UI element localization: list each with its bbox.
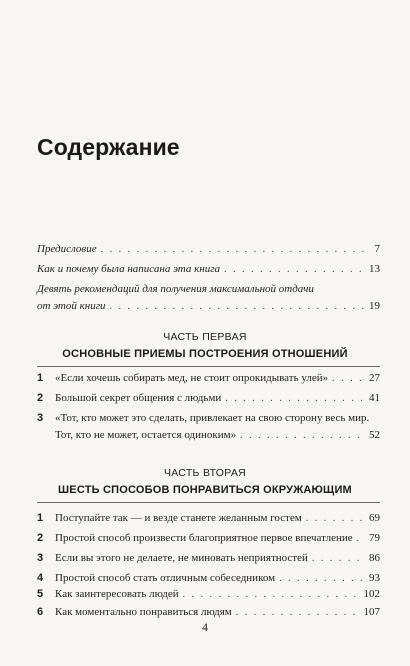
toc-entry-page: 7 [374, 243, 380, 255]
toc-entry-number: 2 [37, 392, 44, 404]
toc-entry-title-line1: Девять рекомендаций для получения максимальной отдачи [37, 283, 314, 295]
toc-entry-number: 5 [37, 588, 44, 600]
toc-entry-title: Если вы этого не делаете, не миновать неприятностей [55, 552, 308, 564]
toc-entry-page: 93 [369, 572, 380, 584]
toc-entry-part2-4[interactable] [37, 570, 380, 587]
toc-entry-number: 3 [37, 412, 44, 424]
toc-entry-part2-1[interactable] [37, 510, 380, 527]
page-number: 4 [202, 620, 208, 634]
leader-dots [240, 427, 364, 444]
toc-entry-title: Простой способ произвести благоприятное первое впечатление [55, 532, 353, 544]
leader-dots [312, 550, 364, 567]
toc-entry-number: 1 [37, 512, 44, 524]
toc-entry-part1-1[interactable] [37, 370, 380, 387]
toc-entry-page: 41 [369, 392, 380, 404]
toc-entry-how-written[interactable] [37, 261, 380, 278]
part1-label: ЧАСТЬ ПЕРВАЯ [163, 331, 247, 343]
toc-entry-part1-2[interactable] [37, 390, 380, 407]
leader-dots [101, 241, 364, 258]
page-title: Содержание [37, 134, 180, 160]
part1-title: ОСНОВНЫЕ ПРИЕМЫ ПОСТРОЕНИЯ ОТНОШЕНИЙ [62, 348, 348, 360]
toc-entry-part2-6[interactable] [37, 604, 380, 621]
toc-entry-title: Простой способ стать отличным собеседником [55, 572, 276, 584]
toc-entry-part1-3[interactable] [37, 410, 380, 444]
toc-entry-number: 3 [37, 552, 44, 564]
section-divider [37, 502, 380, 503]
toc-entry-page: 107 [363, 606, 380, 618]
toc-entry-page: 13 [369, 263, 380, 275]
leader-dots [225, 390, 364, 407]
leader-dots [110, 298, 365, 315]
leader-dots [332, 370, 364, 387]
toc-entry-title-line2: Тот, кто не может, остается одиноким» [55, 429, 237, 441]
toc-entry-title: Большой секрет общения с людьми [55, 392, 222, 404]
toc-entry-title-line2: от этой книги [37, 300, 106, 312]
toc-entry-number: 4 [37, 572, 44, 584]
toc-entry-page: 19 [369, 300, 380, 312]
leader-dots [279, 570, 364, 587]
toc-entry-part2-3[interactable] [37, 550, 380, 567]
toc-entry-page: 79 [369, 532, 380, 544]
leader-dots [306, 510, 364, 527]
leader-dots [236, 604, 360, 621]
toc-entry-page: 86 [369, 552, 380, 564]
toc-entry-title: «Если хочешь собирать мед, не стоит опрокидывать улей» [55, 372, 329, 384]
toc-entry-page: 69 [369, 512, 380, 524]
part2-label: ЧАСТЬ ВТОРАЯ [163, 467, 247, 479]
leader-dots [224, 261, 364, 278]
toc-entry-page: 27 [369, 372, 380, 384]
part2-title: ШЕСТЬ СПОСОБОВ ПОНРАВИТЬСЯ ОКРУЖАЮЩИМ [58, 484, 352, 496]
toc-entry-title: Предисловие [37, 243, 97, 255]
toc-entry-number: 2 [37, 532, 44, 544]
toc-entry-number: 1 [37, 372, 44, 384]
toc-entry-page: 102 [363, 588, 380, 600]
toc-entry-title: Как заинтересовать людей [55, 588, 179, 600]
toc-entry-part2-5[interactable] [37, 586, 380, 603]
leader-dots [183, 586, 360, 603]
toc-entry-title-line1: «Тот, кто может это сделать, привлекает на свою сторону весь мир. [55, 412, 370, 424]
section-divider [37, 366, 380, 367]
toc-entry-title: Как моментально понравиться людям [55, 606, 232, 618]
toc-entry-page: 52 [369, 429, 380, 441]
leader-dots [357, 530, 364, 547]
toc-entry-title: Поступайте так — и везде станете желанным гостем [55, 512, 302, 524]
toc-entry-part2-2[interactable] [37, 530, 380, 547]
toc-entry-nine-tips[interactable] [37, 281, 380, 315]
toc-entry-number: 6 [37, 606, 44, 618]
toc-entry-title: Как и почему была написана эта книга [37, 263, 221, 275]
toc-entry-preface[interactable] [37, 241, 380, 258]
